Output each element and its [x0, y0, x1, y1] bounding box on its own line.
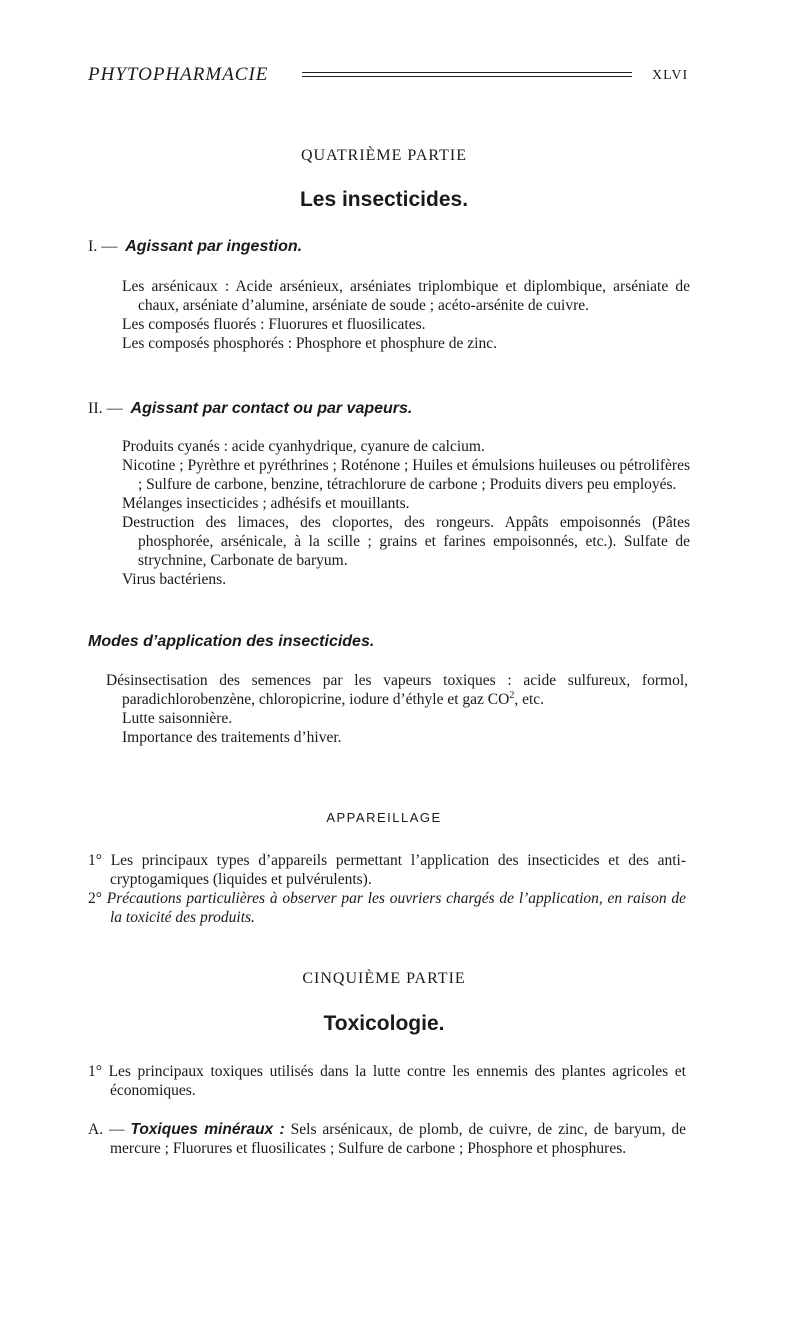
appareillage-body [88, 851, 686, 927]
part-label: CINQUIÈME PARTIE [302, 970, 466, 987]
numbered-item [88, 1062, 686, 1100]
numbered-item [88, 851, 686, 889]
item-heading: Toxiques minéraux : [130, 1121, 285, 1138]
modes-body [106, 671, 688, 747]
section-title: Agissant par contact ou par vapeurs. [130, 400, 413, 417]
list-item: Importance des traitements d’hiver. [122, 729, 342, 746]
item-text: Précautions particulières à observer par les ouvriers chargés de l’application, en raison de la toxicité des produits. [106, 890, 686, 926]
page-number: XLVI [652, 68, 689, 83]
list-item: Les composés phosphorés : Phosphore et phosphure de zinc. [122, 335, 497, 352]
toxicologie-body [88, 1062, 686, 1158]
subsection-heading: Modes d’application des insecticides. [88, 633, 375, 650]
item-number: 2° [88, 890, 102, 907]
list-item: Destruction des limaces, des cloportes, des rongeurs. Appâts empoisonnés (Pâtes phosphorée, arsénicale, à la scille ; grains et farines empoisonnés, etc.). Sulfate de strychnine, Carbonate de baryum. [122, 514, 690, 569]
running-title: PHYTOPHARMACIE [88, 64, 269, 85]
section-heading [88, 238, 302, 256]
part-title: Toxicologie. [323, 1012, 445, 1035]
item-text: Les principaux toxiques utilisés dans la lutte contre les ennemis des plantes agricoles et économiques. [108, 1063, 686, 1099]
section-heading [88, 400, 412, 418]
item-text: Désinsectisation des semences par les vapeurs toxiques : acide sulfureux, formol, paradichlorobenzène, chloropicrine, iodure d’éthyle et gaz CO [106, 672, 688, 708]
list-item: Nicotine ; Pyrèthre et pyréthrines ; Roténone ; Huiles et émulsions huileuses ou pétrolifères ; Sulfure de carbone, benzine, tétrachlorure de carbone ; Produits divers peu employés. [122, 457, 690, 493]
list-item: Lutte saisonnière. [122, 710, 233, 727]
section-body [122, 437, 690, 589]
item-number: 1° [88, 852, 102, 869]
section-number: II. — [88, 400, 123, 417]
section-label: APPAREILLAGE [326, 810, 442, 825]
list-item: Produits cyanés : acide cyanhydrique, cyanure de calcium. [122, 438, 485, 455]
part-title: Les insecticides. [299, 188, 469, 211]
list-item: Les arsénicaux : Acide arsénieux, arséniates triplombique et diplombique, arséniate de chaux, arséniate d’alumine, arséniate de soude ; acéto-arsénite de cuivre. [122, 278, 690, 314]
item-number: 1° [88, 1063, 102, 1080]
section-number: I. — [88, 238, 118, 255]
section-title: Agissant par ingestion. [125, 238, 303, 255]
list-item [106, 671, 688, 709]
part-label: QUATRIÈME PARTIE [300, 147, 467, 164]
list-item: Mélanges insecticides ; adhésifs et mouillants. [122, 495, 410, 512]
header-rule [302, 72, 632, 77]
item-text: Les principaux types d’appareils permettant l’application des insecticides et des anti-cryptogamiques (liquides et pulvérulents). [110, 852, 687, 888]
list-item: Les composés fluorés : Fluorures et fluosilicates. [122, 316, 426, 333]
section-body [122, 277, 690, 353]
superscript: 2 [509, 689, 515, 701]
item-letter: A. — [88, 1121, 125, 1138]
lettered-item [88, 1120, 686, 1158]
list-item: Virus bactériens. [122, 571, 227, 588]
item-text-end: , etc. [514, 691, 545, 708]
item-text: Sels arsénicaux, de plomb, de cuivre, de zinc, de baryum, de mercure ; Fluorures et fluosilicates ; Sulfure de carbone ; Phosphore et phosphures. [110, 1121, 687, 1157]
numbered-item [88, 889, 686, 927]
